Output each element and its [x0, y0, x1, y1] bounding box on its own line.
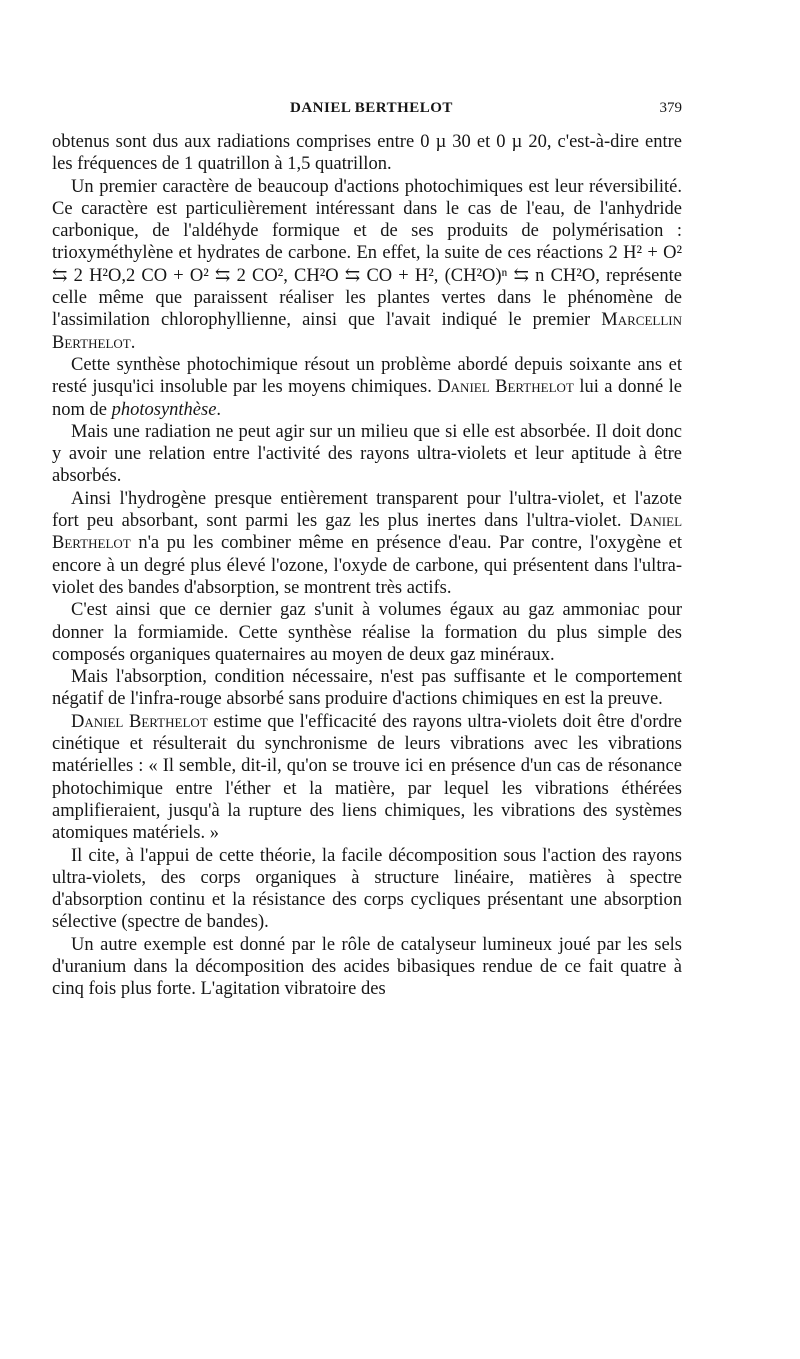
- paragraph-2-text: Un premier caractère de beaucoup d'actions photochimiques est leur réversibilité. Ce caractère est particulièrement intéressant dans le cas de l'eau, de l'anhydride carbonique, de l'aldéhyde formique et de ses produits de polymérisation : trioxyméthylène et hydrates de carbone. En effet, la suite de ces réactions 2 H² + O² ⇆ 2 H²O,2 CO + O² ⇆ 2 CO², CH²O ⇆ CO + H², (CH²O)ⁿ ⇆ n CH²O, représente celle même que paraissent réaliser les plantes vertes dans le phénomène de l'assimilation chlorophyllienne, ainsi que l'avait indiqué le premier: [52, 176, 682, 331]
- paragraph-3-mid: lui a donné le nom de: [52, 377, 683, 420]
- author-name: Daniel Berthelot: [52, 511, 683, 554]
- paragraph-8-text: estime que l'efficacité des rayons ultra-violets doit être d'ordre cinétique et résulterait du synchronisme de leurs vibrations avec les vibrations matérielles : « Il semble, dit-il, qu'on se trouve ici en présence d'un cas de résonance photochimique entre l'éther et la matière, par lequel les vibrations éthérées amplifieraient, jusqu'à la rupture des liens chimiques, les vibrations des systèmes atomiques matériels. »: [52, 711, 683, 844]
- paragraph-10-text: Un autre exemple est donné par le rôle de catalyseur lumineux joué par les sels d'uranium dans la décomposition des acides bibasiques rendue de ce fait quatre à cinq fois plus forte. L'agitation vibratoire des: [52, 934, 682, 1000]
- paragraph-1-text: obtenus sont dus aux radiations comprises entre 0 µ 30 et 0 µ 20, c'est-à-dire entre les fréquences de 1 quatrillon à 1,5 quatrillon.: [52, 132, 682, 175]
- running-title: DANIEL BERTHELOT: [290, 100, 453, 116]
- paragraph-5: [52, 488, 682, 599]
- paragraph-5-start: Ainsi l'hydrogène presque entièrement transparent pour l'ultra-violet, et l'azote fort peu absorbant, sont parmi les gaz les plus inertes dans l'ultra-violet.: [52, 488, 682, 532]
- author-name: Daniel Berthelot: [437, 377, 574, 398]
- paragraph-2: [52, 176, 682, 354]
- paragraph-10: [52, 934, 682, 1001]
- paragraph-4: [52, 421, 682, 488]
- page-number: 379: [659, 100, 682, 116]
- body-text: [52, 131, 682, 1001]
- paragraph-5-end: n'a pu les combiner même en présence d'eau. Par contre, l'oxygène et encore à un degré plus élevé l'ozone, l'oxyde de carbone, qui présentent dans l'ultra-violet des bandes d'absorption, se montrent très actifs.: [52, 533, 682, 598]
- author-name: Daniel Berthelot: [71, 711, 208, 732]
- paragraph-7: [52, 666, 682, 711]
- paragraph-7-text: Mais l'absorption, condition nécessaire, n'est pas suffisante et le comportement négatif de l'infra-rouge absorbé sans produire d'actions chimiques en est la preuve.: [52, 667, 682, 710]
- paragraph-6-text: C'est ainsi que ce dernier gaz s'unit à volumes égaux au gaz ammoniac pour donner la formiamide. Cette synthèse réalise la formation du plus simple des composés organiques quaternaires au moyen de deux gaz minéraux.: [52, 600, 682, 665]
- paragraph-8: [52, 711, 682, 845]
- paragraph-6: [52, 599, 682, 666]
- paragraph-3: [52, 354, 682, 421]
- paragraph-9-text: Il cite, à l'appui de cette théorie, la facile décomposition sous l'action des rayons ultra-violets, des corps organiques à structure linéaire, matières à spectre d'absorption continu et la résistance des corps cycliques présentant une absorption sélective (spectre de bandes).: [52, 845, 682, 933]
- paragraph-3-text: Cette synthèse photochimique résout un problème abordé depuis soixante ans et resté jusqu'ici insoluble par les moyens chimiques.: [52, 354, 682, 398]
- paragraph-3-end: .: [216, 399, 222, 420]
- paragraph-9: [52, 845, 682, 934]
- paragraph-2-end: .: [130, 332, 136, 353]
- author-name: Marcellin Berthelot: [52, 310, 682, 353]
- paragraph-4-text: Mais une radiation ne peut agir sur un milieu que si elle est absorbée. Il doit donc y avoir une relation entre l'activité des rayons ultra-violets et leur aptitude à être absorbés.: [52, 421, 682, 487]
- running-header: [52, 100, 682, 124]
- italic-term: photosynthèse: [111, 399, 217, 420]
- paragraph-1: [52, 131, 682, 176]
